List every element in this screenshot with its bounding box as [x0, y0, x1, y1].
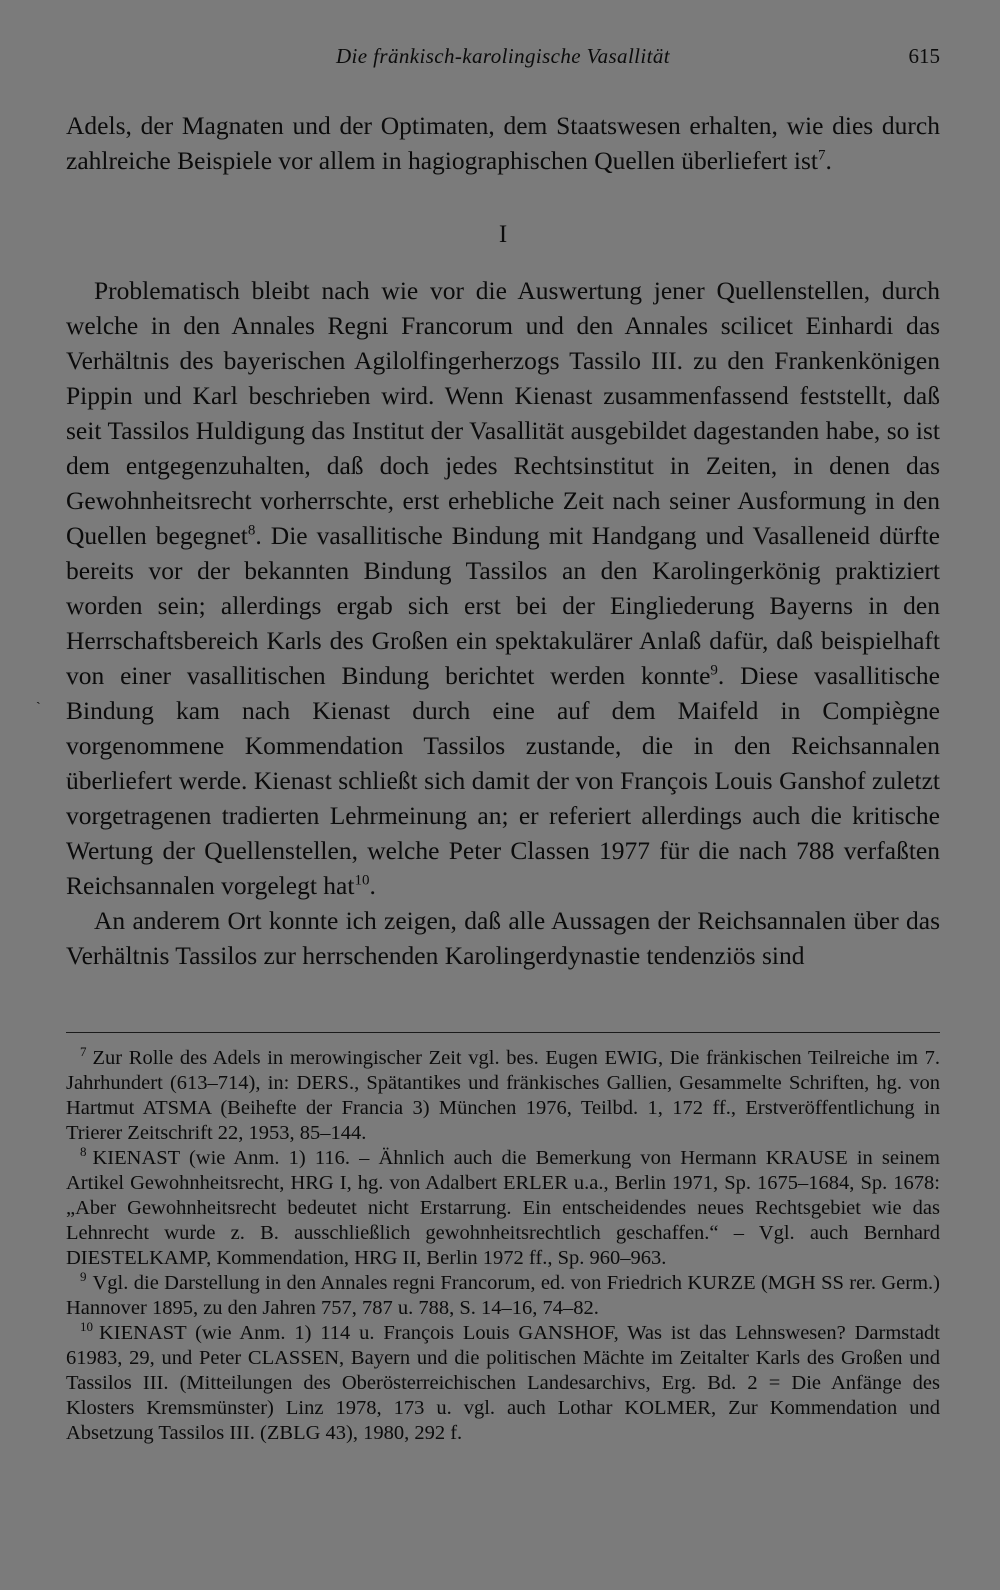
footnote-number: 7: [80, 1044, 87, 1060]
footnote-number: 8: [80, 1144, 87, 1160]
footnote-number: 10: [80, 1319, 93, 1335]
page-number: 615: [908, 44, 940, 68]
footnote-number: 9: [80, 1269, 87, 1285]
text-segment: Problematisch bleibt nach wie vor die Auswertung jener Quellenstellen, durch welche in den Annales Regni Francorum und den Annales scilicet Einhardi das Verhältnis des bayerischen Agilolfingerherzogs Tassilo III. zu den Frankenkönigen Pippin und Karl beschrieben wird. Wenn Kienast zusammenfassend feststellt, daß seit Tassilos Huldigung das Institut der Vasallität ausgebildet dagestanden habe, so ist dem entgegenzuhalten, daß doch jedes Rechtsinstitut in Zeiten, in denen das Gewohnheitsrecht vorherrschte, erst erhebliche Zeit nach seiner Ausformung in den Quellen begegnet: [66, 276, 940, 550]
text-segment: . Diese vasallitische Bindung kam nach Kienast durch eine auf dem Maifeld in Compiègne vorgenommene Kommendation Tassilos zustande, die in den Reichsannalen überliefert werde. Kienast schließt sich damit der von François Louis Ganshof zuletzt vorgetragenen tradierten Lehrmeinung an; er referiert allerdings auch die kritische Wertung der Quellenstellen, welche Peter Classen 1977 für die nach 788 verfaßten Reichsannalen vorgelegt hat: [66, 661, 940, 900]
page-header: [66, 44, 940, 78]
footnote-ref-10: 10: [354, 872, 370, 889]
paragraph-an-anderem-ort: An anderem Ort konnte ich zeigen, daß alle Aussagen der Reichsannalen über das Verhältnis Tassilos zur herrschenden Karolingerdynastie tendenziös sind: [66, 906, 940, 970]
margin-mark: ˎ: [36, 690, 41, 705]
text-segment: . Die vasallitische Bindung mit Handgang und Vasalleneid dürfte bereits vor der bekannten Bindung Tassilos an den Karolingerkönig praktiziert worden sein; allerdings ergab sich erst bei der Eingliederung Bayerns in den Herrschaftsbereich Karls des Großen ein spektakulärer Anlaß dafür, daß beispielhaft von einer vasallitischen Bindung berichtet werden konnte: [66, 521, 940, 690]
footnote-ref-9: 9: [710, 662, 718, 679]
text-segment: .: [369, 871, 376, 900]
running-title: Die fränkisch-karolingische Vasallität: [335, 44, 671, 68]
section-heading: I: [498, 221, 508, 248]
main-text: [66, 108, 940, 973]
footnotes: [66, 1046, 940, 1446]
footnote-9: [66, 1271, 940, 1321]
footnote-text: Zur Rolle des Adels in merowingischer Zeit vgl. bes. Eugen EWIG, Die fränkischen Teilreiche im 7. Jahrhundert (613–714), in: DERS., Spätantikes und fränkisches Gallien, Gesammelte Schriften, hg. von Hartmut ATSMA (Beihefte der Francia 3) München 1976, Teilbd. 1, 172 ff., Erstveröffentlichung in Trierer Zeitschrift 22, 1953, 85–144.: [66, 1047, 940, 1144]
paragraph-continuation: [66, 108, 940, 178]
text-segment: Adels, der Magnaten und der Optimaten, dem Staatswesen erhalten, wie dies durch zahlreiche Beispiele vor allem in hagiographischen Quellen überliefert ist: [66, 111, 940, 175]
footnote-text: Vgl. die Darstellung in den Annales regni Francorum, ed. von Friedrich KURZE (MGH SS rer. Germ.) Hannover 1895, zu den Jahren 757, 787 u. 788, S. 14–16, 74–82.: [66, 1272, 940, 1319]
footnote-ref-8: 8: [247, 522, 256, 539]
footnote-text: KIENAST (wie Anm. 1) 116. – Ähnlich auch die Bemerkung von Hermann KRAUSE in seinem Artikel Gewohnheitsrecht, HRG I, hg. von Adalbert ERLER u.a., Berlin 1971, Sp. 1675–1684, Sp. 1678: „Aber Gewohnheitsrecht bedeutet nicht Erstarrung. Ein entscheidendes neues Rechtsgebiet wie das Lehnrecht wurde z. B. ausschließlich gewohnheitsrechtlich geschaffen.“ – Vgl. auch Bernhard DIESTELKAMP, Kommendation, HRG II, Berlin 1972 ff., Sp. 960–963.: [66, 1147, 940, 1269]
footnote-separator: [66, 1032, 940, 1033]
footnote-10: [66, 1321, 940, 1446]
paragraph-problematisch: [66, 273, 940, 903]
footnote-ref-7: 7: [817, 147, 826, 164]
footnote-text: KIENAST (wie Anm. 1) 114 u. François Louis GANSHOF, Was ist das Lehnswesen? Darmstadt 61983, 29, und Peter CLASSEN, Bayern und die politischen Mächte im Zeitalter Karls des Großen und Tassilos III. (Mitteilungen des Oberösterreichischen Landesarchivs, Erg. Bd. 2 = Die Anfänge des Klosters Kremsmünster) Linz 1978, 173 u. vgl. auch Lothar KOLMER, Zur Kommendation und Absetzung Tassilos III. (ZBLG 43), 1980, 292 f.: [66, 1322, 940, 1444]
footnote-8: [66, 1146, 940, 1271]
footnote-7: [66, 1046, 940, 1146]
text-segment: .: [825, 146, 832, 175]
